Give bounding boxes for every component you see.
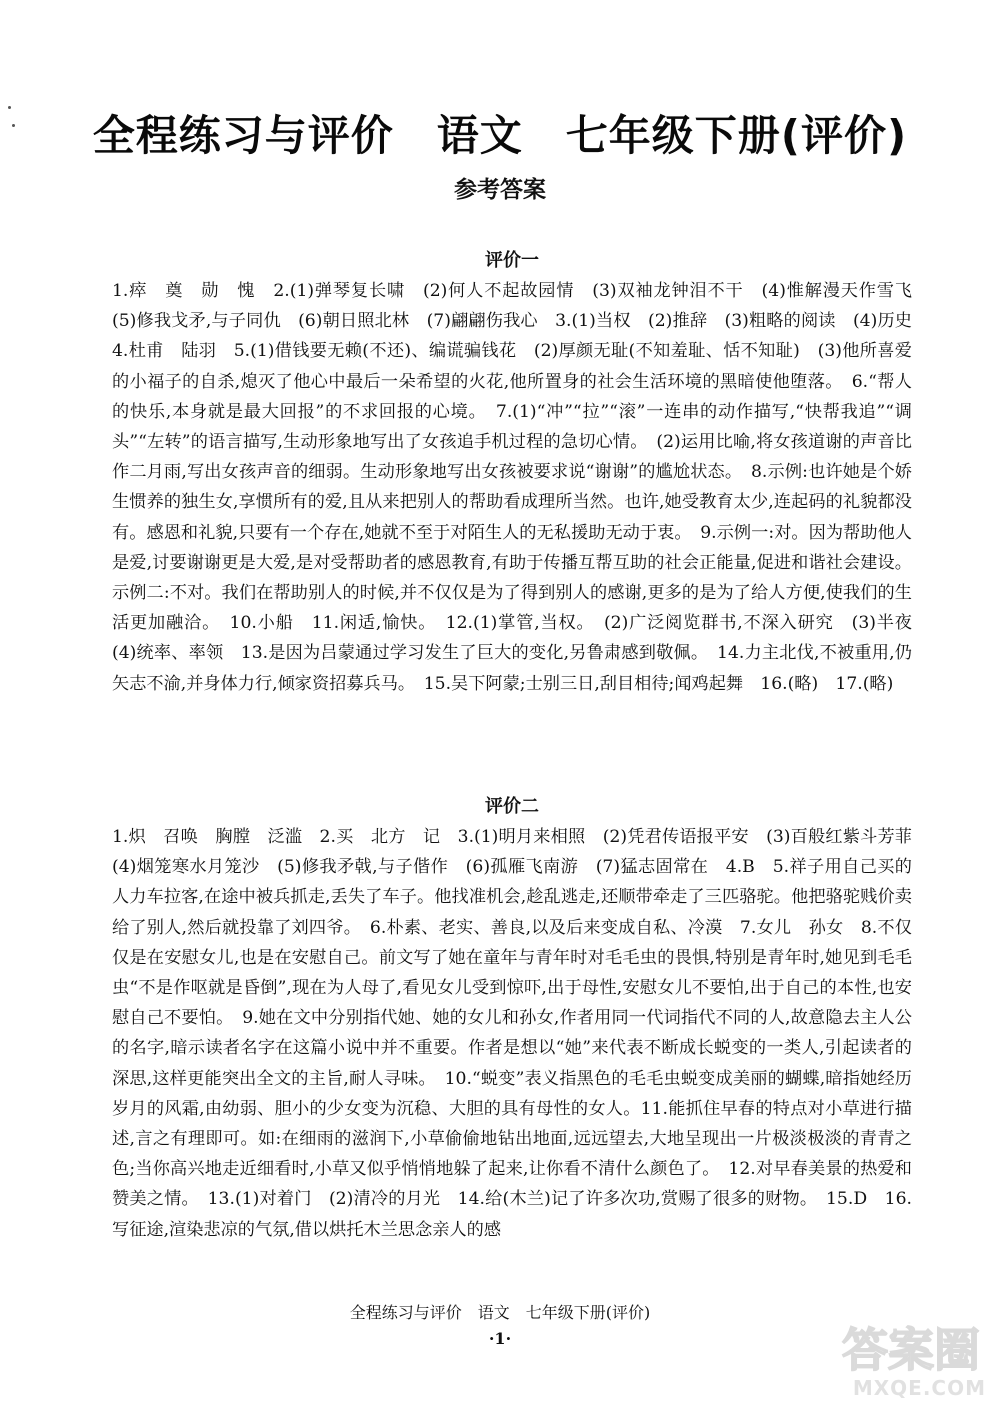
section-heading: 评价二 [485, 796, 539, 817]
page-number: ·1· [488, 1329, 512, 1348]
section-evaluation-2 [112, 794, 930, 1245]
running-footer: 全程练习与评价 语文 七年级下册(评价) [349, 1303, 651, 1322]
section-body: 1.炽 召唤 胸膛 泛滥 2.买 北方 记 3.(1)明月来相照 (2)凭君传语报平安 (3)百般红紫斗芳菲 (4)烟笼寒水月笼沙 (5)修我矛戟,与子偕作 (6)孤雁飞南游 (7)猛志固常在 4.B 5.祥子用自己买的人力车拉客,在途中被兵抓走,丢失了车子。他找准机会,趁乱逃走,还顺带牵走了三匹骆驼。他把骆驼贱价卖给了别人,然后就投靠了刘四爷。 6.朴素、老实、善良,以及后来变成自私、冷漠 7.女儿 孙女 8.不仅仅是在安慰女儿,也是在安慰自己。前文写了她在童年与青年时对毛毛虫的畏惧,特别是青年时,她见到毛毛虫“不是作呕就是昏倒”,现在为人母了,看见女儿受到惊吓,出于母性,安慰女儿不要怕,出于自己的本性,也安慰自己不要怕。 9.她在文中分别指代她、她的女儿和孙女,作者用同一代词指代不同的人,故意隐去主人公的名字,暗示读者名字在这篇小说中并不重要。作者是想以“她”来代表不断成长蜕变的一类人,引起读者的深思,这样更能突出全文的主旨,耐人寻味。 10.“蜕变”表义指黑色的毛毛虫蜕变成美丽的蝴蝶,暗指她经历岁月的风霜,由幼弱、胆小的少女变为沉稳、大胆的具有母性的女人。11.能抓住早春的特点对小草进行描述,言之有理即可。如:在细雨的滋润下,小草偷偷地钻出地面,远远望去,大地呈现出一片极淡极淡的青青之色;当你高兴地走近细看时,小草又似乎悄悄地躲了起来,让你看不清什么颜色了。 12.对早春美景的热爱和赞美之情。 13.(1)对着门 (2)清冷的月光 14.给(木兰)记了许多次功,赏赐了很多的财物。 15.D 16.写征途,渲染悲凉的气氛,借以烘托木兰思念亲人的感 [112, 827, 930, 1240]
section-evaluation-1 [112, 248, 930, 699]
page-title: 全程练习与评价 语文 七年级下册(评价) [92, 111, 908, 160]
page-subtitle: 参考答案 [454, 177, 546, 203]
section-heading: 评价一 [485, 250, 539, 271]
watermark-logo: 答案圈 [842, 1323, 980, 1377]
section-body: 1.瘁 奠 勋 愧 2.(1)弹琴复长啸 (2)何人不起故园情 (3)双袖龙钟泪不干 (4)惟解漫天作雪飞 (5)修我戈矛,与子同仇 (6)朝日照北林 (7)翩翩伤我心 3.(1)当权 (2)推辞 (3)粗略的阅读 (4)历史 4.杜甫 陆羽 5.(1)借钱要无赖(不还)、编谎骗钱花 (2)厚颜无耻(不知羞耻、恬不知耻) (3)他所喜爱的小福子的自杀,熄灭了他心中最后一朵希望的火花,他所置身的社会生活环境的黑暗使他堕落。 6.“帮人的快乐,本身就是最大回报”的不求回报的心境。 7.(1)“冲”“拉”“滚”一连串的动作描写,“快帮我追”“调头”“左转”的语言描写,生动形象地写出了女孩追手机过程的急切心情。 (2)运用比喻,将女孩道谢的声音比作二月雨,写出女孩声音的细弱。生动形象地写出女孩被要求说“谢谢”的尴尬状态。 8.示例:也许她是个娇生惯养的独生女,享惯所有的爱,且从来把别人的帮助看成理所当然。也许,她受教育太少,连起码的礼貌都没有。感恩和礼貌,只要有一个存在,她就不至于对陌生人的无私援助无动于衷。 9.示例一:对。因为帮助他人是爱,讨要谢谢更是大爱,是对受帮助者的感恩教育,有助于传播互帮互助的社会正能量,促进和谐社会建设。示例二:不对。我们在帮助别人的时候,并不仅仅是为了得到别人的感谢,更多的是为了给人方便,使我们的生活更加融洽。 10.小船 11.闲适,愉快。 12.(1)掌管,当权。 (2)广泛阅览群书,不深入研究 (3)半夜 (4)统率、率领 13.是因为吕蒙通过学习发生了巨大的变化,另鲁肃感到敬佩。 14.力主北伐,不被重用,仍矢志不渝,并身体力行,倾家资招募兵马。 15.吴下阿蒙;士别三日,刮目相待;闻鸡起舞 16.(略) 17.(略) [112, 281, 930, 694]
watermark-site: MXQE.COM [852, 1376, 986, 1400]
watermark [796, 1314, 986, 1404]
